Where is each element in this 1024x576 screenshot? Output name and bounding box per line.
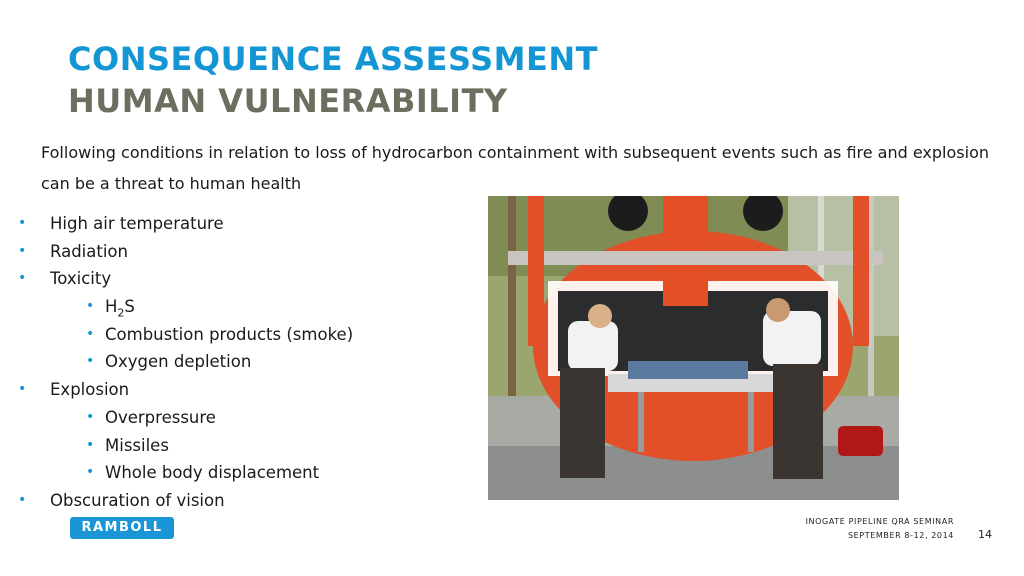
footer-date: SEPTEMBER 8-12, 2014 [847, 531, 954, 540]
footer-event: INOGATE PIPELINE QRA SEMINAR [805, 517, 954, 526]
slide-subtitle: HUMAN VULNERABILITY [68, 82, 508, 120]
bullet-text: Radiation [50, 241, 128, 261]
bullet-text-subscript: 2 [117, 306, 125, 320]
page-number: 14 [978, 528, 992, 541]
bullet-icon: • [86, 408, 95, 425]
bullet-icon: • [18, 381, 27, 398]
bullet-text: Whole body displacement [105, 463, 320, 483]
sub-bullet-item [0, 321, 353, 349]
bullet-text: Toxicity [50, 269, 112, 289]
bullet-text: Obscuration of vision [50, 490, 225, 510]
bullet-text: Missiles [105, 435, 169, 455]
bullet-item [0, 487, 353, 515]
bullet-icon: • [18, 270, 27, 287]
ramboll-logo: RAMBOLL [70, 517, 174, 539]
bullet-text: Oxygen depletion [105, 352, 252, 372]
bullet-icon: • [86, 353, 95, 370]
sub-bullet-item [0, 459, 353, 487]
sub-bullet-item [0, 404, 353, 432]
bullet-icon: • [86, 436, 95, 453]
bullet-text: High air temperature [50, 214, 224, 233]
sub-bullet-item [0, 293, 353, 321]
bullet-icon: • [86, 298, 95, 315]
bullet-icon: • [18, 215, 27, 231]
bullet-icon: • [18, 242, 27, 259]
bullet-item [0, 376, 353, 404]
slide-title: CONSEQUENCE ASSESSMENT [68, 40, 598, 78]
bullet-item [0, 238, 353, 266]
bullet-icon: • [86, 325, 95, 342]
bullet-icon: • [86, 464, 95, 481]
bullet-text: Combustion products (smoke) [105, 324, 354, 344]
bullet-text: Explosion [50, 380, 130, 400]
sub-bullet-item [0, 348, 353, 376]
bullet-list [0, 210, 353, 515]
intro-paragraph: Following conditions in relation to loss of hydrocarbon containment with subsequent events such as fire and explosion can be a threat to human health [41, 143, 989, 193]
bullet-item [0, 265, 353, 293]
bullet-item [0, 210, 353, 238]
helicopter-rescue-photo [488, 196, 899, 500]
bullet-text-prefix: H [105, 297, 118, 317]
bullet-text: Overpressure [105, 407, 216, 427]
bullet-icon: • [18, 491, 27, 508]
bullet-text: S [124, 297, 135, 317]
sub-bullet-item [0, 432, 353, 460]
